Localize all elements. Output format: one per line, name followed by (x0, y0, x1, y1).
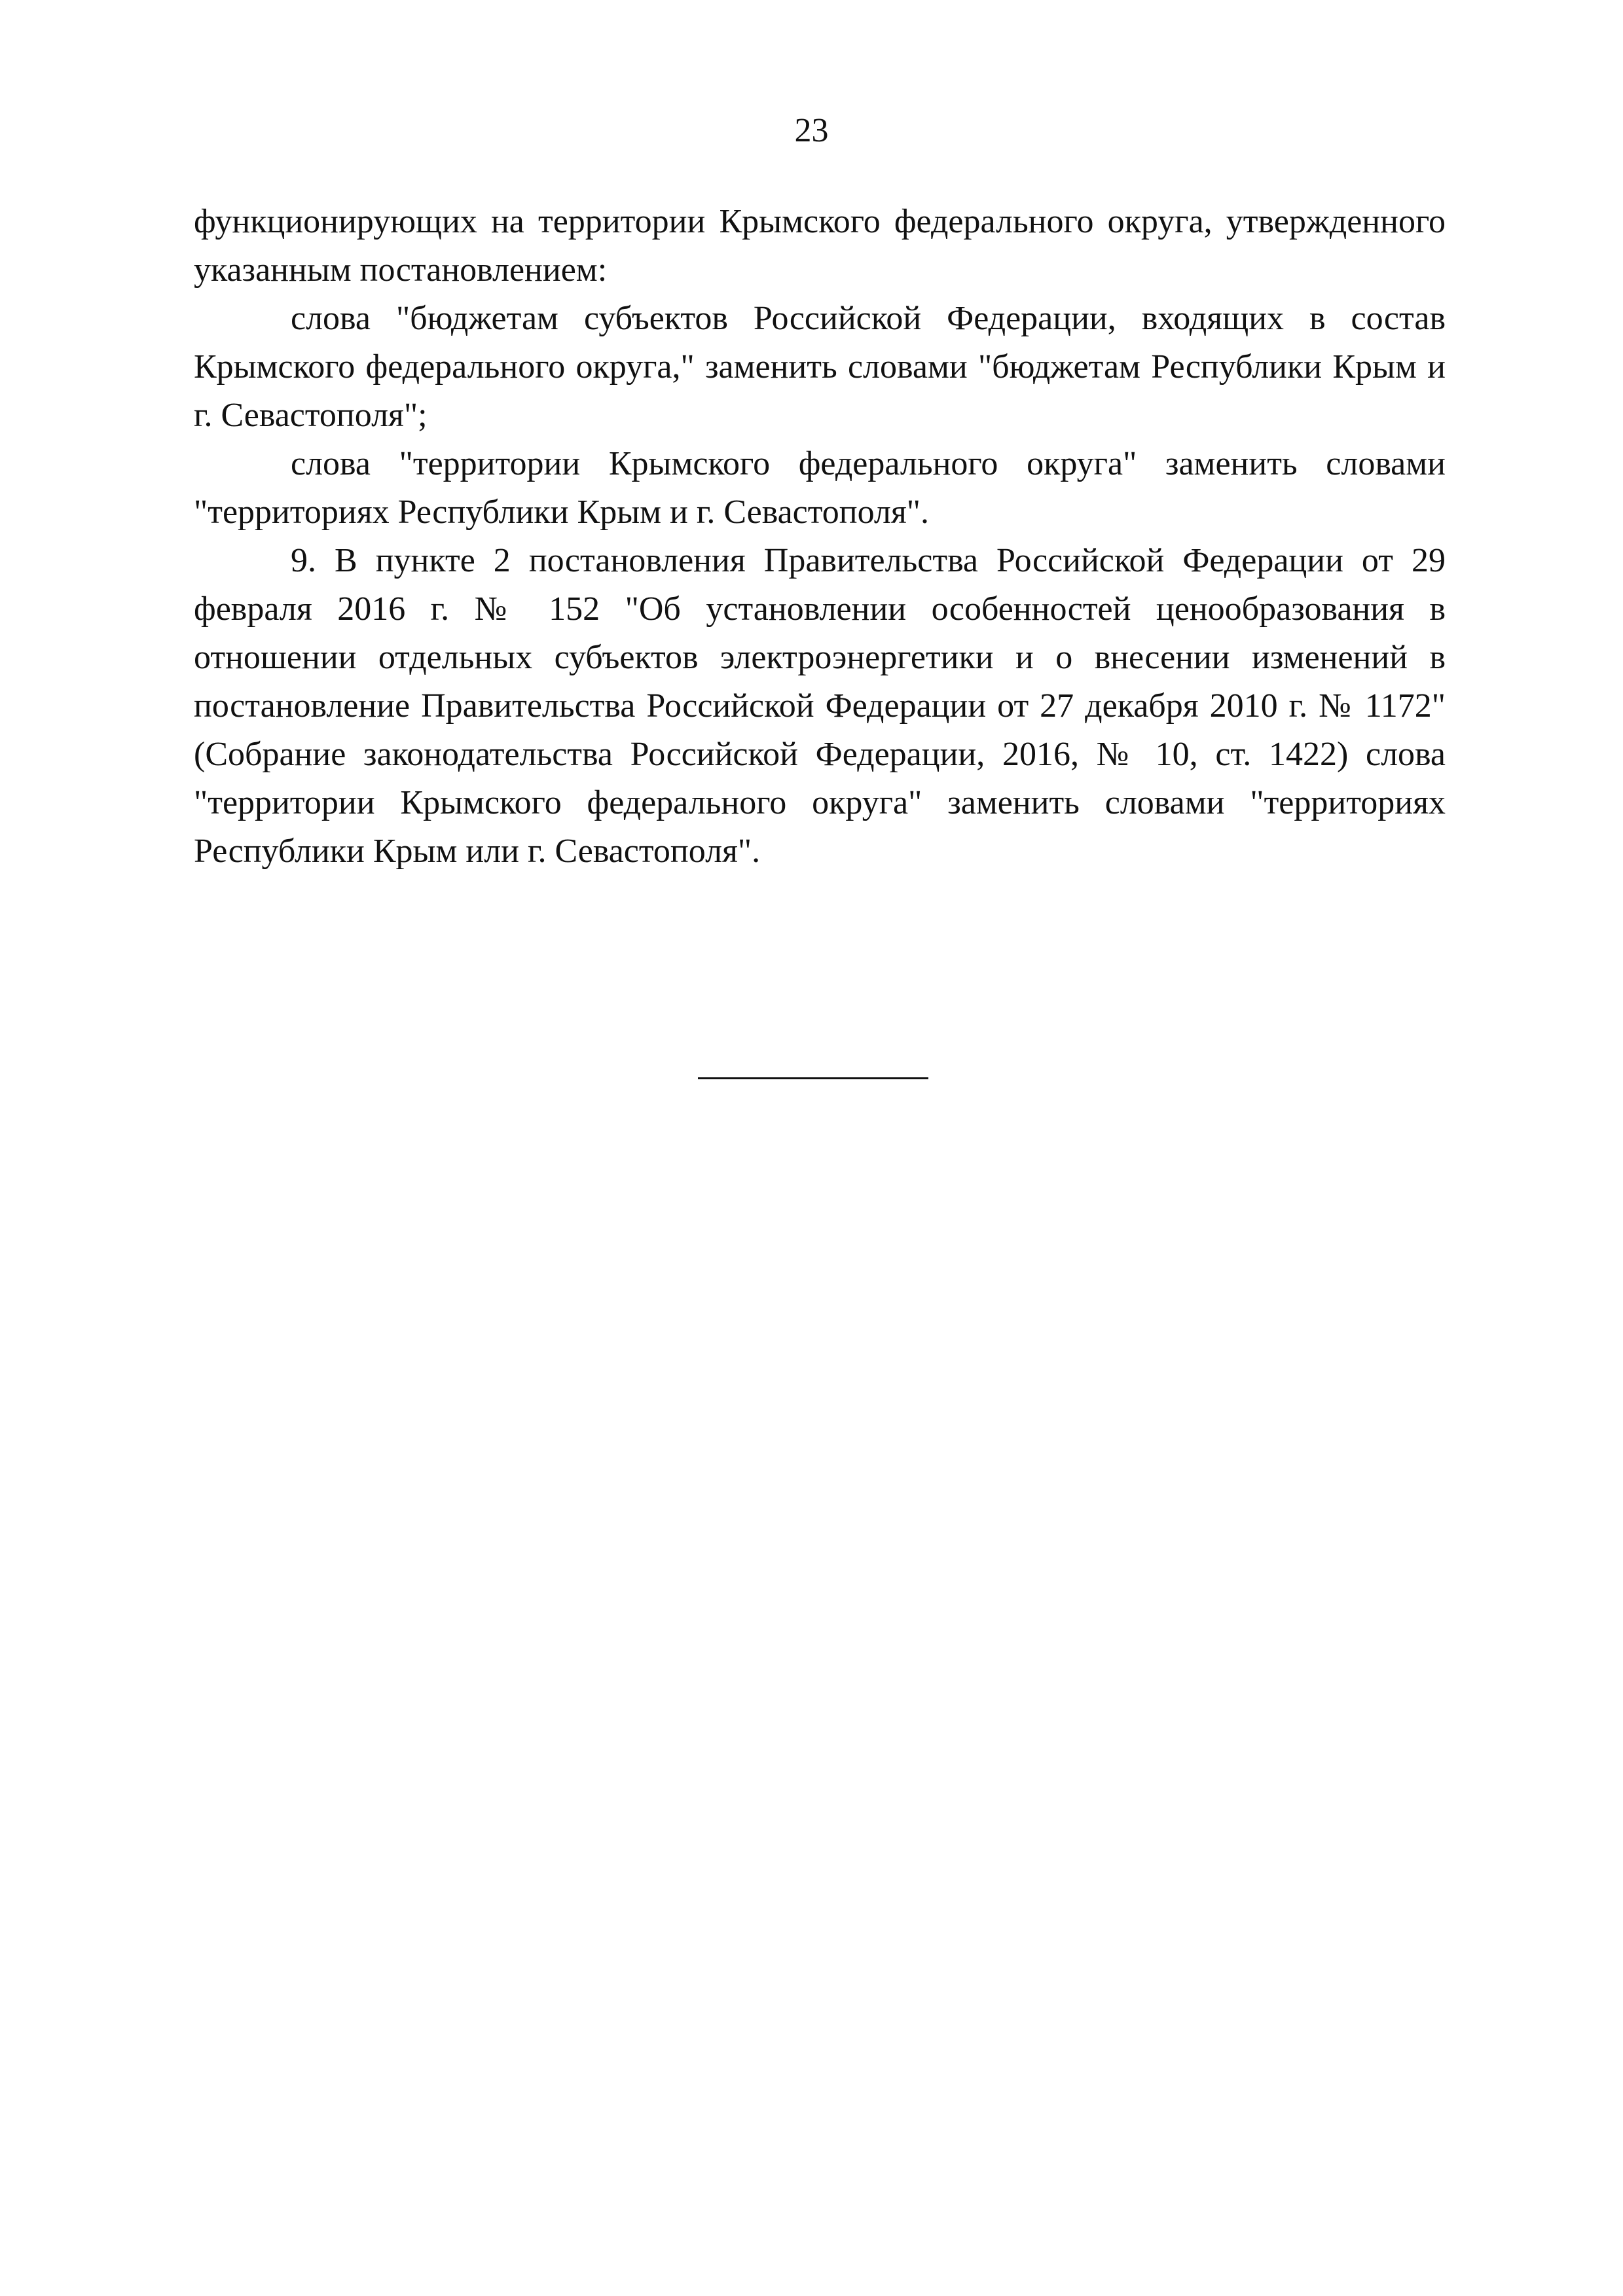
paragraph-budget-replacement: слова "бюджетам субъектов Российской Федерации, входящих в состав Крымского федерального округа," заменить словами "бюджетам Республики Крым и г. Севастополя"; (194, 300, 1446, 434)
paragraph-territory-replacement: слова "территории Крымского федерального округа" заменить словами "территориях Республики Крым и г. Севастополя". (194, 445, 1446, 531)
document-body (194, 198, 1446, 876)
paragraph-continuation: функционирующих на территории Крымского федерального округа, утвержденного указанным постановлением: (194, 203, 1446, 289)
end-of-document-rule (698, 1077, 928, 1079)
page-number: 23 (794, 112, 829, 149)
paragraph-item-9: 9. В пункте 2 постановления Правительства Российской Федерации от 29 февраля 2016 г. № 152 "Об установлении особенностей ценообразования в отношении отдельных субъектов электроэнергетики и о внесении изменений в постановление Правительства Российской Федерации от 27 декабря 2010 г. № 1172" (Собрание законодательства Российской Федерации, 2016, № 10, ст. 1422) слова "территории Крымского федерального округа" заменить словами "территориях Республики Крым или г. Севастополя". (194, 542, 1446, 870)
